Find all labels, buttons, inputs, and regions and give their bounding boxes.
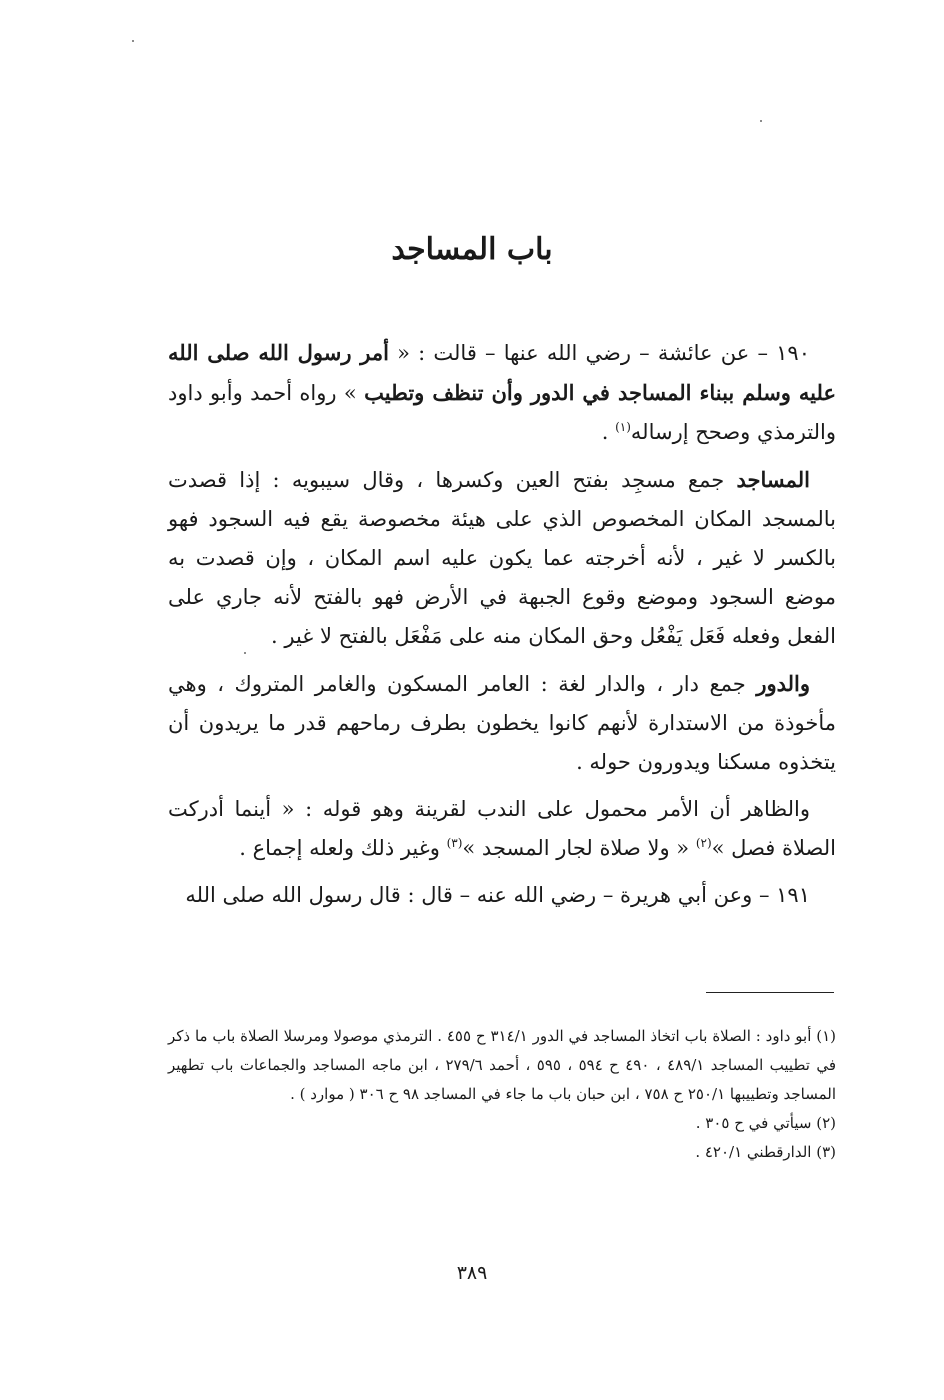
- paragraph-text: » رواه أحمد وأبو داود والترمذي وصحح إرساله: [168, 381, 836, 444]
- bold-text: أمر رسول الله صلى الله عليه وسلم ببناء المساجد في الدور وأن تنظف وتطيب: [168, 340, 837, 405]
- footnote: (٣) الدارقطني ٤٢٠/١ .: [695, 1143, 836, 1161]
- bold-text: المساجد: [736, 467, 810, 492]
- paragraph: [168, 333, 836, 452]
- paragraph: [168, 790, 836, 868]
- paragraph-text: .: [601, 420, 616, 444]
- paragraph-text: ١٩٠ – عن عائشة – رضي الله عنها – قالت : «: [388, 341, 810, 365]
- paragraph-text: جمع مسجِد بفتح العين وكسرها ، وقال سيبويه : إذا قصدت بالمسجد المكان المخصوص الذي على هيئة مخصوصة يقع فيه السجود فهو بالكسر لا غير ، لأنه أخرجته عما يكون عليه اسم المكان ، وإن قصدت به موضع السجود وموضع وقوع الجبهة في الأرض فهو بالفتح لأنه جاري على الفعل وفعله فَعَل يَفْعُل وحق المكان منه على مَفْعَل بالفتح لا غير .: [168, 468, 836, 648]
- page-number: ٣٨٩: [456, 1262, 488, 1284]
- bold-text: والدور: [756, 671, 810, 696]
- paragraph: [168, 460, 836, 656]
- paragraph-text: ١٩١ – وعن أبي هريرة – رضي الله عنه – قال : قال رسول الله صلى الله: [185, 883, 810, 907]
- scan-speck: [132, 40, 134, 42]
- paragraph: [168, 876, 836, 915]
- paragraph-text: وغير ذلك ولعله إجماع .: [239, 836, 447, 860]
- footnote-marker: (١): [615, 420, 631, 434]
- footnote: (٢) سيأتي في ح ٣٠٥ .: [695, 1114, 836, 1132]
- main-text: [168, 333, 836, 923]
- scan-speck: [760, 120, 762, 122]
- footnote: (١) أبو داود : الصلاة باب اتخاذ المساجد في الدور ٣١٤/١ ح ٤٥٥ . الترمذي موصولا ومرسلا الصلاة باب ما ذكر في تطييب المساجد ٤٨٩/١ ، ٤٩٠ ح ٥٩٤ ، ٥٩٥ ، أحمد ٢٧٩/٦ ، ابن ماجه المساجد والجماعات باب تطهير المساجد وتطييبها ٢٥٠/١ ح ٧٥٨ ، ابن حبان باب ما جاء في المساجد ٩٨ ح ٣٠٦ ( موارد ) .: [168, 1027, 837, 1103]
- footnote-marker: (٣): [446, 836, 463, 850]
- chapter-title: باب المساجد: [391, 232, 553, 267]
- paragraph-text: والظاهر أن الأمر محمول على الندب لقرينة وهو قوله : « أينما أدركت الصلاة فصل »: [168, 797, 836, 860]
- paragraph: [168, 664, 836, 782]
- paragraph-text: « ولا صلاة لجار المسجد »: [462, 836, 696, 860]
- footnote-marker: (٢): [695, 836, 712, 850]
- footnote-separator: [706, 992, 834, 993]
- paragraph-text: جمع دار ، والدار لغة : العامر المسكون والغامر المتروك ، وهي مأخوذة من الاستدارة لأنهم كانوا يخطون بطرف رماحهم قدر ما يريدون أن يتخذوه مسكنا ويدورون حوله .: [168, 672, 836, 774]
- footnotes: [168, 1022, 836, 1167]
